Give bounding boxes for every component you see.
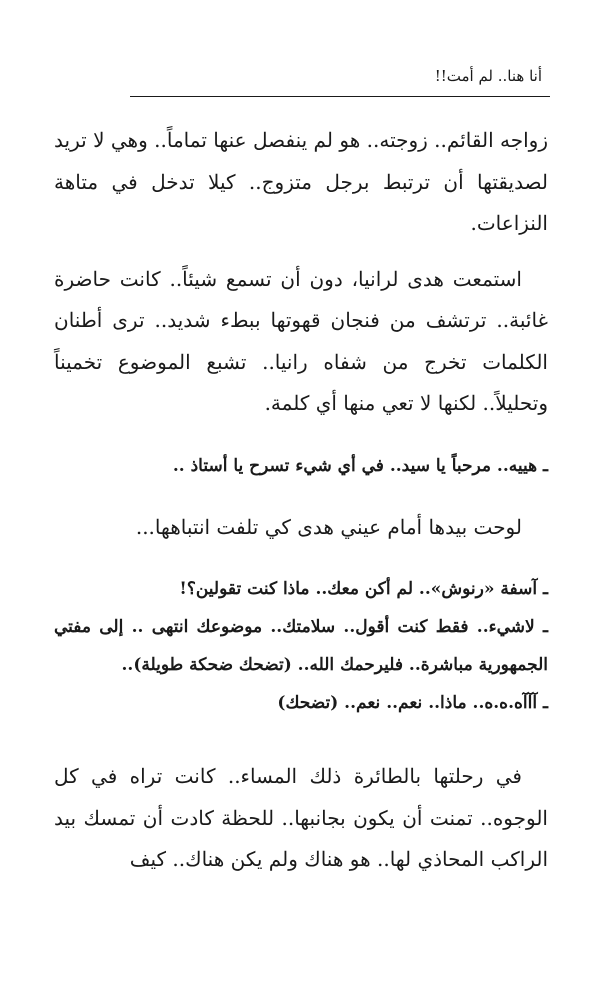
running-header-title: أنا هنا.. لم أمت!! xyxy=(434,67,542,85)
dialogue-line-2: ـ آسفة «رنوش».. لم أكن معك.. ماذا كنت تقولين؟! xyxy=(179,579,548,599)
header-divider xyxy=(130,96,550,97)
dialogue-line-1: ـ هييه.. مرحباً يا سيد.. في أي شيء تسرح يا أستاذ .. xyxy=(172,455,548,476)
paragraph-2: استمعت هدى لرانيا، دون أن تسمع شيئاً.. كانت حاضرة غائبة.. ترتشف من فنجان قهوتها ببطء شديد.. ترى أطنان الكلمات تخرج من شفاه رانيا.. تشبع الموضوع تخميناً وتحليلاً.. لكنها لا تعي منها أي كلمة. xyxy=(54,266,548,415)
page-body xyxy=(54,120,548,881)
dialogue-line-4: ـ آآآه.ه.ه.. ماذا.. نعم.. نعم.. (تضحك) xyxy=(277,693,548,713)
dialogue-line-3: ـ لاشيء.. فقط كنت أقول.. سلامتك.. موضوعك انتهى .. إلى مفتي الجمهورية مباشرة.. فليرحمك الله.. (تضحك ضحكة طويلة).. xyxy=(54,617,548,675)
paragraph-1: زواجه القائم.. زوجته.. هو لم ينفصل عنها تماماً.. وهي لا تريد لصديقتها أن ترتبط برجل متزوج.. كيلا تدخل في متاهة النزاعات. xyxy=(54,128,548,235)
paragraph-3: لوحت بيدها أمام عيني هدى كي تلفت انتباهها... xyxy=(135,514,522,539)
paragraph-4: في رحلتها بالطائرة ذلك المساء.. كانت تراه في كل الوجوه.. تمنت أن يكون بجانبها.. للحظة كادت أن تمسك بيد الراكب المحاذي لها.. هو هناك ولم يكن هناك.. كيف xyxy=(54,764,548,871)
